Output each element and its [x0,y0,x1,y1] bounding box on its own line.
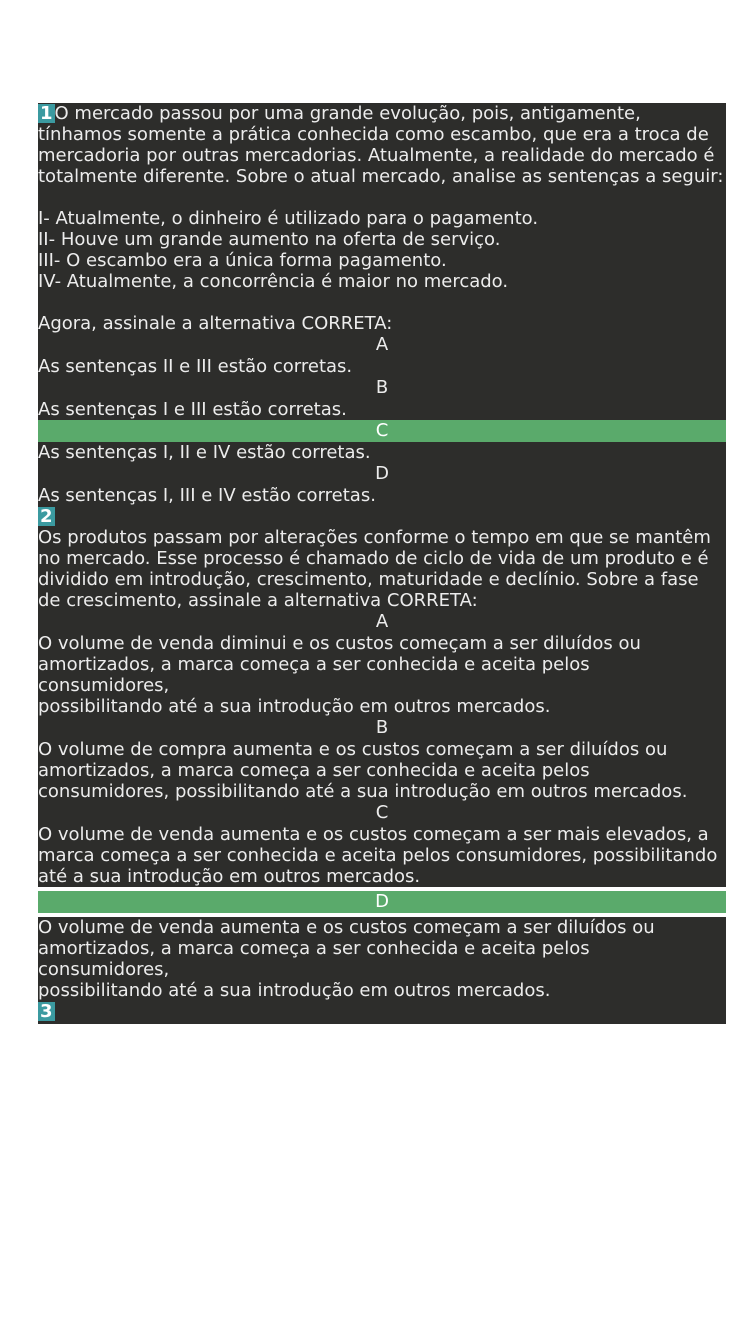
option-letter-d-correct[interactable]: D [38,891,726,913]
question-2-text: Os produtos passam por alterações conforme o tempo em que se mantêm no mercado. Esse processo é chamado de ciclo de vida de um produto e é dividido em introdução, crescimento, maturidade e declínio. Sobre a fase de crescimento, assinale a alternativa CORRETA: [38,527,717,611]
option-text[interactable]: O volume de compra aumenta e os custos começam a ser diluídos ou amortizados, a marca começa a ser conhecida e aceita pelos consumidores, possibilitando até a sua introdução em outros mercados. [38,739,688,802]
option-letter-d[interactable]: D [375,463,389,484]
question-prompt: Agora, assinale a alternativa CORRETA: [38,313,393,334]
question-number-badge: 3 [40,1001,53,1022]
option-text[interactable]: O volume de venda aumenta e os custos começam a ser diluídos ou amortizados, a marca começa a ser conhecida e aceita pelos consumidores, possibilitando até a sua introdução em outros mercados. [38,917,655,1001]
statement: II- Houve um grande aumento na oferta de serviço. [38,229,501,250]
option-text[interactable]: As sentenças I e III estão corretas. [38,399,347,420]
statement: III- O escambo era a única forma pagamento. [38,250,447,271]
option-letter-a[interactable]: A [375,334,389,355]
option-letter-b[interactable]: B [375,717,389,738]
option-text[interactable]: O volume de venda aumenta e os custos começam a ser mais elevados, a marca começa a ser conhecida e aceita pelos consumidores, possibilitando até a sua introdução em outros mercados. [38,824,718,887]
option-text[interactable]: O volume de venda diminui e os custos começam a ser diluídos ou amortizados, a marca começa a ser conhecida e aceita pelos consumidores, possibilitando até a sua introdução em outros mercados. [38,633,641,717]
option-letter-c-correct[interactable]: C [38,420,726,442]
option-text[interactable]: As sentenças II e III estão corretas. [38,356,353,377]
option-letter-b[interactable]: B [375,377,389,398]
option-text[interactable]: As sentenças I, III e IV estão corretas. [38,485,376,506]
question-number-badge: 2 [40,506,53,527]
option-text[interactable]: As sentenças I, II e IV estão corretas. [38,442,371,463]
question-number-badge: 1 [40,103,53,124]
statement: IV- Atualmente, a concorrência é maior no mercado. [38,271,509,292]
question-1 [38,103,726,187]
statement: I- Atualmente, o dinheiro é utilizado para o pagamento. [38,208,539,229]
option-letter-c[interactable]: C [375,802,389,823]
question-text: O mercado passou por uma grande evolução, pois, antigamente, tínhamos somente a prática conhecida como escambo, que era a troca de mercadoria por outras mercadorias. Atualmente, a realidade do mercado é totalmente diferente. Sobre o atual mercado, analise as sentenças a seguir: [38,103,724,187]
quiz-sheet [38,103,726,1024]
option-letter-a[interactable]: A [375,611,389,632]
